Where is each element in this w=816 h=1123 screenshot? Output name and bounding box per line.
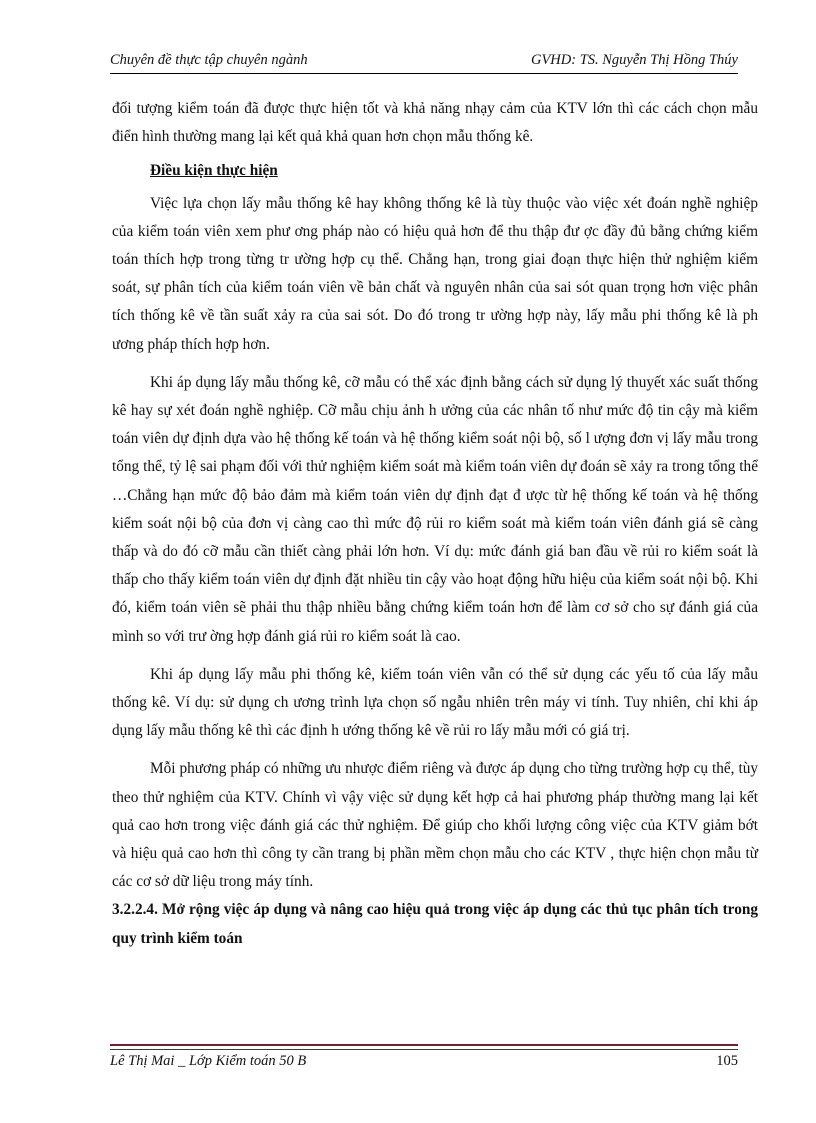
section-heading-3-2-2-4: 3.2.2.4. Mở rộng việc áp dụng và nâng cao hiệu quả trong việc áp dụng các thủ tục phân tích trong quy trình kiểm toán <box>112 901 758 947</box>
paragraph-nonstatistical-sampling: Khi áp dụng lấy mẫu phi thống kê, kiểm toán viên vẫn có thể sử dụng các yếu tố của lấy mẫu thống kê. Ví dụ: sử dụng ch ương trình lựa chọn số ngẫu nhiên trên máy vi tính. Tuy nhiên, chỉ khi áp dụng lấy mẫu thống kê thì các định h ướng thống kê về rủi ro lấy mẫu mới có giá trị. <box>112 665 758 740</box>
footer-author: Lê Thị Mai _ Lớp Kiểm toán 50 B <box>110 1053 307 1069</box>
page-content <box>112 95 758 953</box>
footer-divider-thin <box>110 1049 738 1050</box>
paragraph-combined-methods: Mỗi phương pháp có những ưu nhược điểm riêng và được áp dụng cho từng trường hợp cụ thể, tùy theo thử nghiệm của KTV. Chính vì vậy việc sử dụng kết hợp cả hai phương pháp thường mang lại kết quả cao hơn trong việc đánh giá các thử nghiệm. Để giúp cho khối lượng công việc của KTV giảm bớt và hiệu quả cao hơn thì công ty cần trang bị phần mềm chọn mẫu cho các KTV , thực hiện chọn mẫu từ các cơ sở dữ liệu trong máy tính. <box>112 760 758 891</box>
paragraph-continuation: đối tượng kiểm toán đã được thực hiện tốt và khả năng nhạy cảm của KTV lớn thì các cách chọn mẫu điển hình thường mang lại kết quả khả quan hơn chọn mẫu thống kê. <box>112 100 758 146</box>
page-header <box>110 52 738 74</box>
header-course-title: Chuyên đề thực tập chuyên ngành <box>110 52 308 68</box>
paragraph-sampling-choice: Việc lựa chọn lấy mẫu thống kê hay không thống kê là tùy thuộc vào việc xét đoán nghề nghiệp của kiểm toán viên xem phư ơng pháp nào có hiệu quả hơn để thu thập đư ợc đầy đủ bằng chứng kiểm toán thích hợp trong từng tr ường hợp cụ thể. Chẳng hạn, trong giai đoạn thực hiện thử nghiệm kiểm soát, sự phân tích của kiểm toán viên về bản chất và nguyên nhân của sai sót quan trọng hơn việc phân tích thống kê về tần suất xảy ra của sai sót. Do đó trong tr ường hợp này, lấy mẫu phi thống kê là ph ương pháp thích hợp hơn. <box>112 194 758 353</box>
header-divider <box>110 73 738 74</box>
page-footer <box>110 1053 738 1075</box>
page-number: 105 <box>716 1053 738 1069</box>
subheading-conditions: Điều kiện thực hiện <box>150 162 278 180</box>
paragraph-statistical-sampling: Khi áp dụng lấy mẫu thống kê, cỡ mẫu có thể xác định bằng cách sử dụng lý thuyết xác suất thống kê hay sự xét đoán nghề nghiệp. Cỡ mẫu chịu ảnh h ưởng của các nhân tố như mức độ tin cậy mà kiểm toán viên dự định dựa vào hệ thống kế toán và hệ thống kiểm soát nội bộ, số l ượng đơn vị lấy mẫu trong tổng thể, tỷ lệ sai phạm đối với thử nghiệm kiểm soát mà kiểm toán viên dự đoán sẽ xảy ra trong tổng thể …Chẳng hạn mức độ bảo đảm mà kiểm toán viên dự định đạt đ ược từ hệ thống kế toán và hệ thống kiểm soát nội bộ của đơn vị càng cao thì mức độ rủi ro kiểm soát mà kiểm toán viên đánh giá sẽ càng thấp và do đó cỡ mẫu cần thiết càng phải lớn hơn. Ví dụ: mức đánh giá ban đầu về rủi ro kiểm soát là thấp cho thấy kiểm toán viên dự định đặt nhiều tin cậy vào hoạt động hữu hiệu của kiểm soát nội bộ. Khi đó, kiểm toán viên sẽ phải thu thập nhiều bằng chứng kiểm toán hơn để làm cơ sở cho sự đánh giá của mình so với trư ờng hợp đánh giá rủi ro kiểm soát là cao. <box>112 373 758 645</box>
footer-divider-thick <box>110 1044 738 1046</box>
header-supervisor: GVHD: TS. Nguyễn Thị Hồng Thúy <box>530 52 738 68</box>
